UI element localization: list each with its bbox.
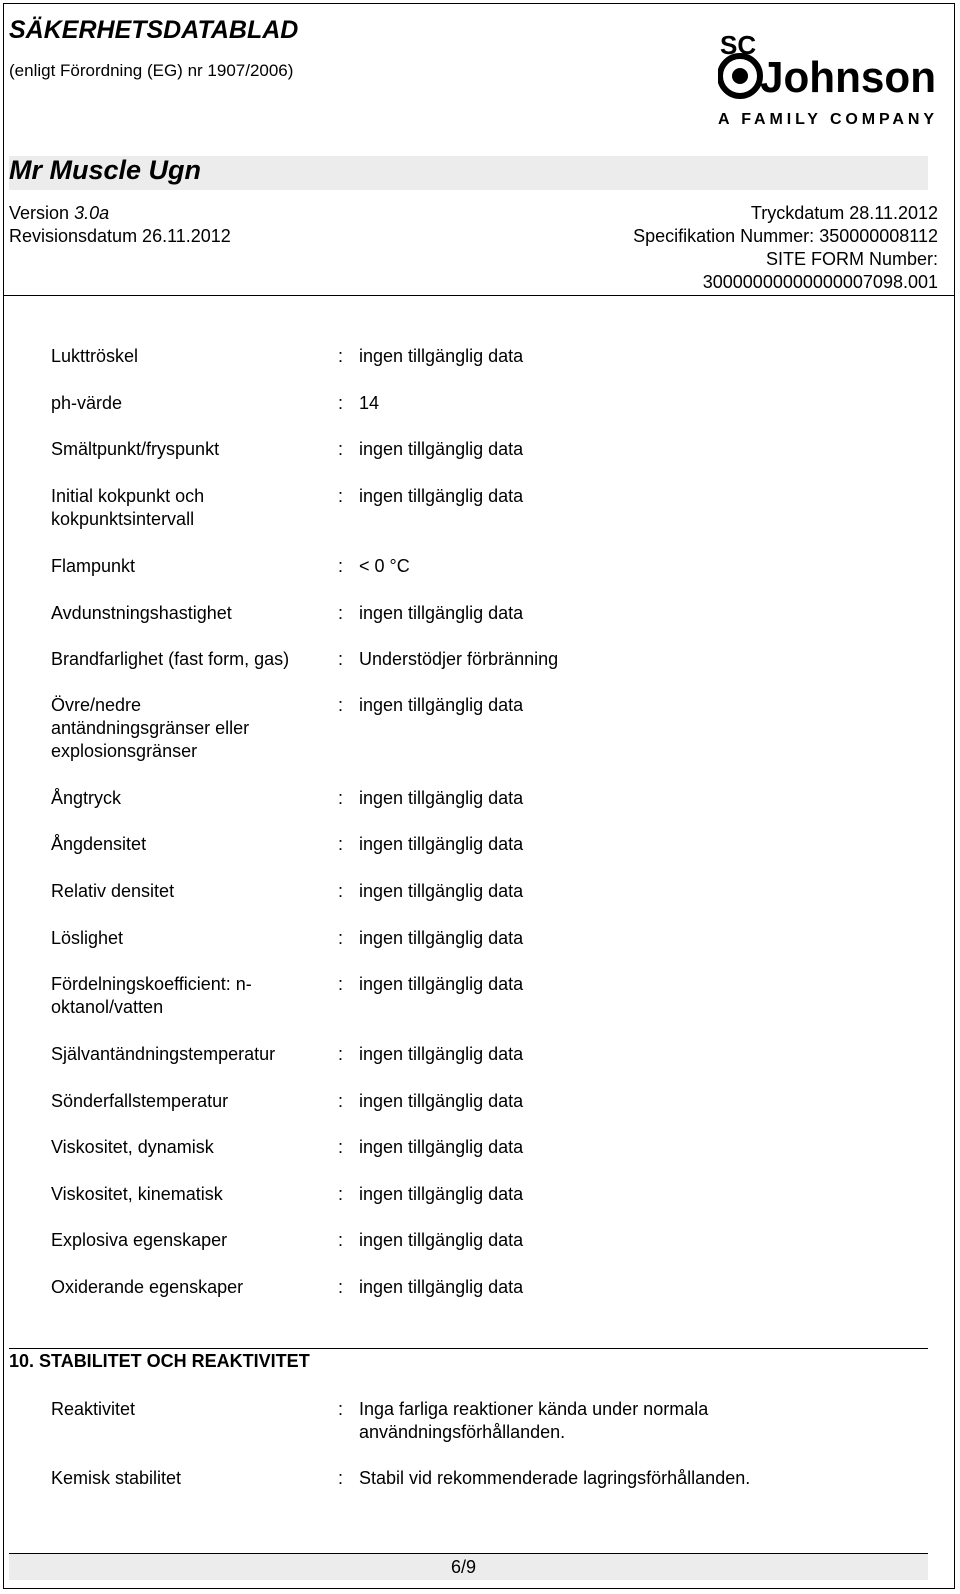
spec-number: 350000008112 [819, 226, 938, 246]
site-form-label: SITE FORM Number: [765, 249, 938, 269]
property-label: Viskositet, dynamisk [51, 1137, 214, 1157]
property-value: ingen tillgänglig data [359, 1230, 524, 1250]
property-label: Initial kokpunkt och kokpunktsintervall [51, 486, 205, 529]
property-label: Övre/nedre antändningsgränser eller explosionsgränser [51, 695, 250, 761]
sc-johnson-logo [718, 28, 938, 132]
property-label: Löslighet [51, 928, 124, 948]
property-label: Explosiva egenskaper [51, 1230, 228, 1250]
property-value: ingen tillgänglig data [359, 881, 524, 901]
section-divider [9, 1348, 928, 1349]
property-value: ingen tillgänglig data [359, 603, 524, 623]
property-colon: : [338, 1230, 344, 1250]
property-colon: : [338, 695, 344, 715]
regulation-reference: (enligt Förordning (EG) nr 1907/2006) [9, 61, 294, 80]
product-name: Mr Muscle Ugn [9, 155, 202, 185]
header-divider [3, 295, 955, 296]
property-colon: : [338, 1184, 344, 1204]
property-value: ingen tillgänglig data [359, 346, 524, 366]
property-colon: : [338, 439, 344, 459]
property-colon: : [338, 1091, 344, 1111]
property-label: Ångtryck [51, 788, 122, 808]
property-colon: : [338, 603, 344, 623]
property-label: ph-värde [51, 393, 123, 413]
property-label: Relativ densitet [51, 881, 175, 901]
property-colon: : [338, 928, 344, 948]
property-colon: : [338, 1277, 344, 1297]
section-row-value: Stabil vid rekommenderade lagringsförhållanden. [359, 1468, 751, 1488]
version-value: 3.0a [74, 203, 110, 223]
property-colon: : [338, 834, 344, 854]
section-row-label: Reaktivitet [51, 1399, 136, 1419]
logo-tagline: A FAMILY COMPANY [718, 111, 934, 128]
print-date: Tryckdatum 28.11.2012 [750, 203, 938, 223]
property-label: Sönderfallstemperatur [51, 1091, 229, 1111]
property-value: < 0 °C [359, 556, 410, 576]
property-colon: : [338, 1137, 344, 1157]
property-value: ingen tillgänglig data [359, 439, 524, 459]
property-value: ingen tillgänglig data [359, 695, 524, 715]
document-title: SÄKERHETSDATABLAD [9, 16, 299, 44]
page-number: 6/9 [451, 1557, 477, 1577]
property-label: Smältpunkt/fryspunkt [51, 439, 220, 459]
property-colon: : [338, 1044, 344, 1064]
property-colon: : [338, 649, 344, 669]
property-label: Brandfarlighet (fast form, gas) [51, 649, 290, 669]
property-label: Ångdensitet [51, 834, 147, 854]
logo-brand-top: SC [720, 30, 757, 60]
property-value: ingen tillgänglig data [359, 1184, 524, 1204]
property-value: ingen tillgänglig data [359, 1277, 524, 1297]
property-label: Viskositet, kinematisk [51, 1184, 223, 1204]
property-value: ingen tillgänglig data [359, 1137, 524, 1157]
property-value: 14 [359, 393, 380, 413]
section-row-colon: : [338, 1468, 344, 1488]
property-value: ingen tillgänglig data [359, 1091, 524, 1111]
property-colon: : [338, 486, 344, 506]
property-colon: : [338, 788, 344, 808]
property-label: Fördelningskoefficient: n-oktanol/vatten [51, 974, 252, 1017]
spec-label: Specifikation [633, 226, 736, 246]
property-colon: : [338, 346, 344, 366]
property-colon: : [338, 881, 344, 901]
spec-number-label: Nummer: [740, 226, 815, 246]
property-value: ingen tillgänglig data [359, 1044, 524, 1064]
property-label: Avdunstningshastighet [51, 603, 232, 623]
property-label: Oxiderande egenskaper [51, 1277, 244, 1297]
section-row-value: Inga farliga reaktioner kända under normala användningsförhållanden. [359, 1399, 709, 1442]
version-info [9, 203, 109, 224]
property-value: ingen tillgänglig data [359, 974, 524, 994]
section-row-colon: : [338, 1399, 344, 1419]
section-heading: 10. STABILITET OCH REAKTIVITET [9, 1351, 310, 1371]
property-label: Lukttröskel [51, 346, 139, 366]
logo-brand-main: Johnson [760, 53, 936, 102]
property-value: ingen tillgänglig data [359, 486, 524, 506]
section-row-label: Kemisk stabilitet [51, 1468, 182, 1488]
site-form-number: 30000000000000007098.001 [702, 272, 938, 292]
property-label: Flampunkt [51, 556, 136, 576]
property-value: ingen tillgänglig data [359, 788, 524, 808]
revision-date: Revisionsdatum 26.11.2012 [9, 226, 231, 246]
property-colon: : [338, 974, 344, 994]
property-colon: : [338, 393, 344, 413]
version-label: Version [9, 203, 70, 223]
property-value: ingen tillgänglig data [359, 834, 524, 854]
specification-number [633, 226, 938, 247]
property-colon: : [338, 556, 344, 576]
property-value: ingen tillgänglig data [359, 928, 524, 948]
property-value: Understödjer förbränning [359, 649, 559, 669]
property-label: Självantändningstemperatur [51, 1044, 276, 1064]
